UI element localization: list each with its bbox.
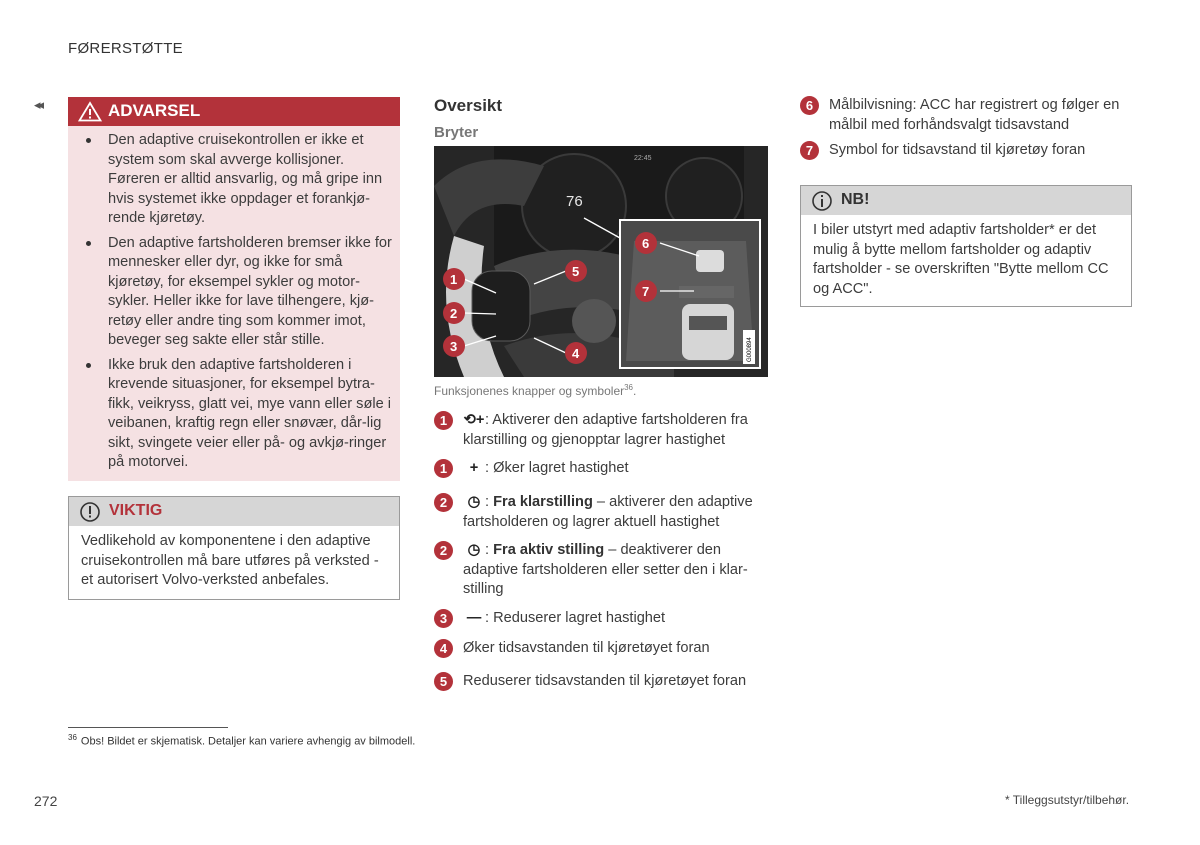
important-text: Vedlikehold av komponentene i den adaptive cruisekontrollen må bare utføres på verksted - et autorisert Volvo-verksted anbefales. [81,533,379,588]
item-text: Symbol for tidsavstand til kjøretøy foran [829,142,1086,158]
item-text: : Øker lagret hastighet [485,460,629,476]
item-number: 4 [434,639,453,658]
warning-bullet: Ikke bruk den adaptive fartsholderen i krevende situasjoner, for eksempel bytra-fikk, veikryss, glatt vei, mye vann eller søle i veibanen, kraftig regn eller snøvær, dår-lig sikt, svingete veier eller på- og avkjø-ringer på motorvei. [80,356,392,473]
list-item: 2 ◷ : Fra aktiv stilling – deaktiverer den adaptive fartsholderen eller setter den i klar-stilling [434,541,774,600]
svg-text:6: 6 [642,236,650,251]
page-number: 272 [34,793,58,809]
item-number: 2 [434,493,453,512]
item-text: Målbilvisning: ACC har registrert og følger en målbil med forhåndsvalgt tidsavstand [829,97,1120,133]
svg-text:2: 2 [450,306,458,321]
item-number: 5 [434,672,453,691]
item-text: : Aktiverer den adaptive fartsholderen fra klarstilling og gjenopptar lagrer hastighet [463,412,748,448]
clock-readout: 22:45 [634,155,652,162]
item-text: Øker tidsavstanden til kjøretøyet foran [463,640,710,656]
steering-wheel-figure [434,146,768,377]
speed-readout: 76 [566,193,583,210]
list-item [434,609,774,629]
callout-1 [443,268,465,290]
speedometer-icon: ◷ [467,542,481,558]
resume-plus-icon: ⟲+ [463,412,485,428]
note-box [800,185,1132,307]
item-number: 2 [434,541,453,560]
footer-note: * Tilleggsutstyr/tilbehør. [1005,793,1130,807]
list-item [800,96,1136,135]
subheading-bryter: Bryter [434,124,479,141]
list-item [800,141,1136,161]
steering-wheel-illustration [434,146,768,377]
back-arrows-icon[interactable]: ◂◂ [34,97,42,112]
item-bold: Fra aktiv stilling [493,542,605,558]
item-number: 1 [434,459,453,478]
item-text: – aktiverer den adaptive fartsholderen og lagrer aktuell hastighet [463,494,753,530]
info-icon [811,190,833,212]
list-item: 2 ◷ : Fra klarstilling – aktiverer den adaptive fartsholderen og lagrer aktuell hastighet [434,493,774,532]
note-title: NB! [841,191,870,208]
figure-caption: Funksjonenes knapper og symboler$^{36}$. [434,383,637,398]
callout-7 [635,280,657,302]
callout-4 [565,342,587,364]
item-number: 1 [434,411,453,430]
list-item [434,459,774,479]
svg-text:7: 7 [642,284,650,299]
note-text: I biler utstyrt med adaptiv fartsholder* er det mulig å bytte mellom fartsholder og adaptiv fartsholder - se overskriften "Bytte mellom CC og ACC". [813,222,1109,297]
warning-title: ADVARSEL [108,101,201,120]
list-item [434,672,774,692]
note-header [801,186,1131,215]
warning-header [68,97,400,126]
footnote-divider [68,727,228,728]
callout-5 [565,260,587,282]
item-number: 7 [800,141,819,160]
item-text: – deaktiverer den adaptive fartsholderen eller setter den i klar-stilling [463,542,748,597]
item-text: Reduserer tidsavstanden til kjøretøyet foran [463,673,747,689]
minus-icon: — [466,610,482,626]
warning-bullet: Den adaptive cruisekontrollen er ikke et system som skal avverge kollisjoner. Føreren er alltid ansvarlig, og må gripe inn hvis systemet ikke oppdager et forankjø-rende kjøretøy. [80,131,392,229]
warning-triangle-icon [78,101,102,122]
callout-2 [443,302,465,324]
warning-box [68,97,400,481]
warning-list [80,131,392,478]
svg-text:3: 3 [450,339,458,354]
important-header [69,497,399,526]
svg-text:4: 4 [572,346,580,361]
callout-3 [443,335,465,357]
figure-id: G000894 [747,337,753,362]
plus-icon: + [469,460,479,476]
important-box [68,496,400,600]
item-number: 6 [800,96,819,115]
svg-text:5: 5 [572,264,580,279]
list-item [434,411,774,450]
item-text: : Reduserer lagret hastighet [485,610,666,626]
section-title: FØRERSTØTTE [68,40,183,57]
warning-bullet: Den adaptive fartsholderen bremser ikke for mennesker eller dyr, og ikke for små kjøretøy, for eksempel sykler og motor-sykler. Heller ikke for lave tilhengere, kjø-retøy eller andre ting som kommer imot, beveger seg sakte eller står stille. [80,234,392,351]
callout-6 [635,232,657,254]
svg-text:1: 1 [450,272,458,287]
heading-oversikt: Oversikt [434,96,503,115]
item-number: 3 [434,609,453,628]
footnote: $^{36}$ Obs! Bildet er skjematisk. Detaljer kan variere avhengig av bilmodell. [68,733,416,748]
speedometer-icon: ◷ [467,494,481,510]
list-item [434,639,774,659]
important-title: VIKTIG [109,502,163,519]
item-bold: Fra klarstilling [493,494,593,510]
exclamation-circle-icon [79,501,101,523]
